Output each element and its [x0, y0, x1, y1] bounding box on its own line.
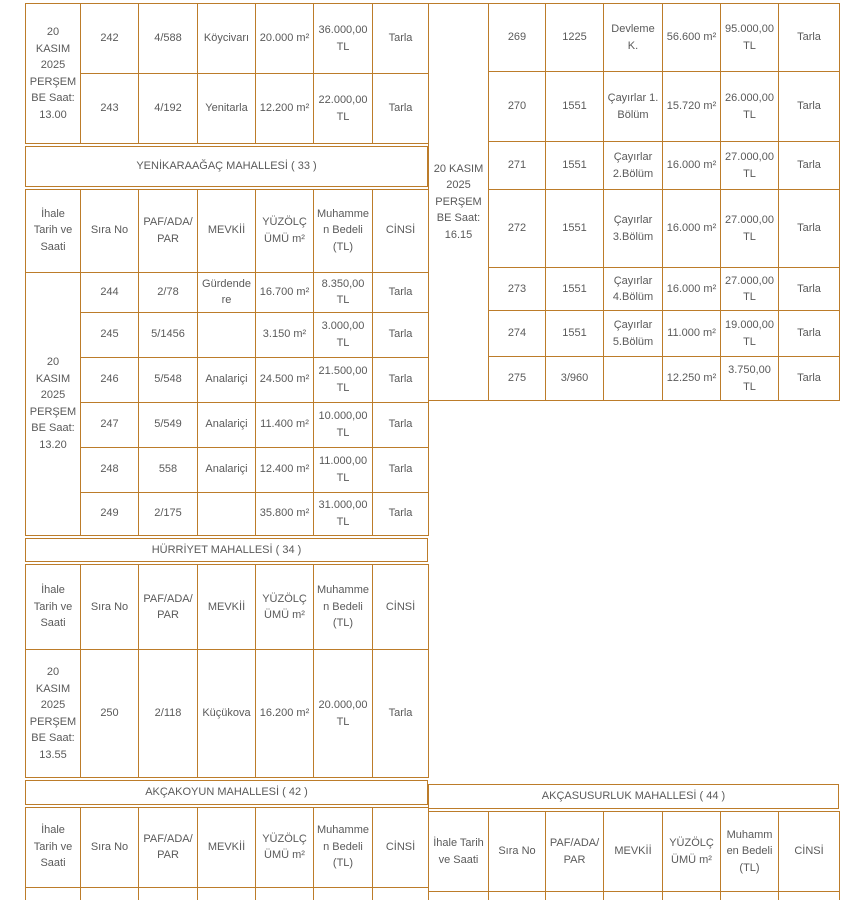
header-row — [429, 812, 840, 892]
table-row — [26, 402, 429, 447]
cell-paf-ada-par: 2/118 — [139, 650, 198, 778]
auction-table-saat-1355 — [25, 564, 429, 778]
cell-paf-ada-par: 2/175 — [139, 492, 198, 535]
section-header-hurriyet: HÜRRİYET MAHALLESİ ( 34 ) — [25, 538, 428, 563]
column-header-price: Muhammen Bedeli (TL) — [314, 807, 373, 887]
cell-cinsi: Tarla — [779, 72, 840, 142]
table-row — [429, 72, 840, 142]
table-row — [429, 357, 840, 401]
cell-paf-ada-par: 4/192 — [139, 74, 198, 144]
cell-price: 26.000,00 TL — [721, 72, 779, 142]
cell-cinsi: Tarla — [779, 190, 840, 268]
header-row — [26, 807, 429, 887]
column-header-mevkii: MEVKİİ — [198, 807, 256, 887]
column-header-sira-no: Sıra No — [81, 565, 139, 650]
auction-table-saat-1615 — [428, 3, 840, 401]
column-header-paf-ada-par: PAF/ADA/PAR — [139, 189, 198, 272]
cell-paf-ada-par: 5/1456 — [139, 312, 198, 357]
column-header-paf-ada-par: PAF/ADA/PAR — [139, 807, 198, 887]
column-header-cinsi: CİNSİ — [373, 189, 429, 272]
column-header-price: Muhammen Bedeli (TL) — [721, 812, 779, 892]
cell-mevkii: Çayırlar 5.Bölüm — [604, 311, 663, 357]
cell-sira-no: 269 — [489, 4, 546, 72]
cell-area: 11.400 m² — [256, 402, 314, 447]
cell-mevkii: Çayırlar 4.Bölüm — [604, 268, 663, 311]
cell-cinsi: Tarla — [779, 311, 840, 357]
cell-paf-ada-par: 5/549 — [139, 402, 198, 447]
column-header-area: YÜZÖLÇÜMÜ m² — [256, 565, 314, 650]
cell-sira-no: 243 — [81, 74, 139, 144]
cell-cinsi: Tarla — [373, 4, 429, 74]
cell-area: 56.600 m² — [663, 4, 721, 72]
cell-area: 11.000 m² — [663, 311, 721, 357]
cell-mevkii: Çayırlar 2.Bölüm — [604, 142, 663, 190]
cell-area: 35.800 m² — [256, 492, 314, 535]
column-header-mevkii: MEVKİİ — [198, 565, 256, 650]
table-row — [26, 312, 429, 357]
cell-cinsi: Tarla — [373, 357, 429, 402]
table-row — [429, 4, 840, 72]
cell-area: 12.200 m² — [256, 74, 314, 144]
cell-area: 16.000 m² — [663, 268, 721, 311]
column-header-sira-no: Sıra No — [489, 812, 546, 892]
cell-cinsi: Tarla — [779, 4, 840, 72]
cell-sira-no: 272 — [489, 190, 546, 268]
cell-mevkii: Devleme K. — [604, 4, 663, 72]
cell-paf-ada-par: 5/548 — [139, 357, 198, 402]
cell-paf-ada-par: 2/78 — [139, 272, 198, 312]
cell-price: 27.000,00 TL — [721, 142, 779, 190]
header-row — [26, 565, 429, 650]
cell-area: 16.200 m² — [256, 650, 314, 778]
cell-price: 3.750,00 TL — [721, 357, 779, 401]
cell-price: 31.000,00 TL — [314, 492, 373, 535]
section-header-akcakoyun: AKÇAKOYUN MAHALLESİ ( 42 ) — [25, 780, 428, 805]
column-header-paf-ada-par: PAF/ADA/PAR — [139, 565, 198, 650]
table-row — [429, 311, 840, 357]
column-header-ihale: İhale Tarih ve Saati — [26, 807, 81, 887]
cell-paf-ada-par: 558 — [139, 447, 198, 492]
section-header-yenikaraagac: YENİKARAAĞAÇ MAHALLESİ ( 33 ) — [25, 146, 428, 187]
cell-price: 3.000,00 TL — [314, 312, 373, 357]
cell-mevkii: Köycivarı — [198, 4, 256, 74]
auction-date-cell: 20 KASIM 2025 PERŞEMBE Saat: 16.15 — [429, 4, 489, 401]
cell-cinsi: Tarla — [373, 492, 429, 535]
table-row — [26, 650, 429, 778]
cell-price: 10.000,00 TL — [314, 402, 373, 447]
cell-price: 95.000,00 TL — [721, 4, 779, 72]
column-header-mevkii: MEVKİİ — [604, 812, 663, 892]
cell-sira-no: 274 — [489, 311, 546, 357]
cell-paf-ada-par: 1551 — [546, 311, 604, 357]
column-header-paf-ada-par: PAF/ADA/PAR — [546, 812, 604, 892]
section-header-akcasusurluk: AKÇASUSURLUK MAHALLESİ ( 44 ) — [428, 784, 839, 809]
cell-area: 12.250 m² — [663, 357, 721, 401]
cell-price: 21.500,00 TL — [314, 357, 373, 402]
cell-cinsi: Tarla — [373, 402, 429, 447]
column-header-mevkii: MEVKİİ — [198, 189, 256, 272]
cell-price: 11.000,00 TL — [314, 447, 373, 492]
cell-sira-no: 242 — [81, 4, 139, 74]
cell-sira-no: 270 — [489, 72, 546, 142]
cell-cinsi: Tarla — [373, 272, 429, 312]
column-header-area: YÜZÖLÇÜMÜ m² — [256, 189, 314, 272]
column-header-area: YÜZÖLÇÜMÜ m² — [256, 807, 314, 887]
table-row — [26, 74, 429, 144]
cell-mevkii: Analariçi — [198, 402, 256, 447]
column-header-sira-no: Sıra No — [81, 189, 139, 272]
cell-cinsi: Tarla — [779, 142, 840, 190]
cell-price: 19.000,00 TL — [721, 311, 779, 357]
cell-area: 24.500 m² — [256, 357, 314, 402]
column-header-area: YÜZÖLÇÜMÜ m² — [663, 812, 721, 892]
column-header-price: Muhammen Bedeli (TL) — [314, 565, 373, 650]
cell-paf-ada-par: 1551 — [546, 72, 604, 142]
cell-sira-no: 244 — [81, 272, 139, 312]
cell-paf-ada-par: 1225 — [546, 4, 604, 72]
cell-price: 27.000,00 TL — [721, 268, 779, 311]
auction-table-akcakoyun — [25, 807, 429, 900]
table-row-partial — [429, 892, 840, 900]
table-row — [26, 492, 429, 535]
right-column — [428, 3, 839, 874]
auction-date-cell: 20 KASIM 2025 PERŞEMBE Saat: 13.55 — [26, 650, 81, 778]
column-header-ihale: İhale Tarih ve Saati — [26, 189, 81, 272]
cell-sira-no: 273 — [489, 268, 546, 311]
column-header-cinsi: CİNSİ — [373, 807, 429, 887]
column-header-ihale: İhale Tarih ve Saati — [26, 565, 81, 650]
cell-cinsi: Tarla — [779, 268, 840, 311]
cell-mevkii — [198, 312, 256, 357]
table-row — [26, 357, 429, 402]
table-row — [429, 190, 840, 268]
cell-mevkii — [604, 357, 663, 401]
table-row — [429, 142, 840, 190]
cell-price: 27.000,00 TL — [721, 190, 779, 268]
cell-cinsi: Tarla — [779, 357, 840, 401]
column-header-price: Muhammen Bedeli (TL) — [314, 189, 373, 272]
cell-area: 15.720 m² — [663, 72, 721, 142]
cell-sira-no: 245 — [81, 312, 139, 357]
cell-mevkii: Gürdendere — [198, 272, 256, 312]
cell-price: 36.000,00 TL — [314, 4, 373, 74]
cell-paf-ada-par: 4/588 — [139, 4, 198, 74]
cell-area: 16.000 m² — [663, 190, 721, 268]
table-row — [26, 4, 429, 74]
cell-cinsi: Tarla — [373, 312, 429, 357]
cell-mevkii: Analariçi — [198, 357, 256, 402]
auction-table-saat-1300 — [25, 3, 429, 144]
cell-mevkii: Çayırlar 1. Bölüm — [604, 72, 663, 142]
cell-sira-no: 247 — [81, 402, 139, 447]
cell-mevkii: Yenitarla — [198, 74, 256, 144]
cell-cinsi: Tarla — [373, 447, 429, 492]
cell-paf-ada-par: 1551 — [546, 190, 604, 268]
column-header-sira-no: Sıra No — [81, 807, 139, 887]
cell-sira-no: 250 — [81, 650, 139, 778]
column-header-cinsi: CİNSİ — [779, 812, 840, 892]
cell-paf-ada-par: 1551 — [546, 268, 604, 311]
table-row — [26, 272, 429, 312]
cell-area: 16.000 m² — [663, 142, 721, 190]
cell-sira-no: 248 — [81, 447, 139, 492]
cell-mevkii: Küçükova — [198, 650, 256, 778]
auction-table-saat-1320 — [25, 189, 429, 536]
cell-sira-no: 275 — [489, 357, 546, 401]
cell-area: 16.700 m² — [256, 272, 314, 312]
column-header-cinsi: CİNSİ — [373, 565, 429, 650]
table-row — [26, 447, 429, 492]
table-row — [429, 268, 840, 311]
cell-area: 12.400 m² — [256, 447, 314, 492]
cell-cinsi: Tarla — [373, 74, 429, 144]
auction-date-cell: 20 KASIM 2025 PERŞEMBE Saat: 13.20 — [26, 272, 81, 535]
cell-area: 20.000 m² — [256, 4, 314, 74]
header-row — [26, 189, 429, 272]
left-column — [25, 3, 428, 900]
cell-mevkii: Analariçi — [198, 447, 256, 492]
cell-mevkii — [198, 492, 256, 535]
cell-paf-ada-par: 1551 — [546, 142, 604, 190]
cell-mevkii: Çayırlar 3.Bölüm — [604, 190, 663, 268]
auction-table-akcasusurluk — [428, 811, 840, 900]
cell-cinsi: Tarla — [373, 650, 429, 778]
cell-paf-ada-par: 3/960 — [546, 357, 604, 401]
cell-price: 22.000,00 TL — [314, 74, 373, 144]
cell-sira-no: 271 — [489, 142, 546, 190]
table-row-partial — [26, 887, 429, 900]
cell-price: 20.000,00 TL — [314, 650, 373, 778]
column-header-ihale: İhale Tarih ve Saati — [429, 812, 489, 892]
cell-price: 8.350,00 TL — [314, 272, 373, 312]
cell-sira-no: 246 — [81, 357, 139, 402]
cell-sira-no: 249 — [81, 492, 139, 535]
cell-area: 3.150 m² — [256, 312, 314, 357]
auction-date-cell: 20 KASIM 2025 PERŞEMBE Saat: 13.00 — [26, 4, 81, 144]
